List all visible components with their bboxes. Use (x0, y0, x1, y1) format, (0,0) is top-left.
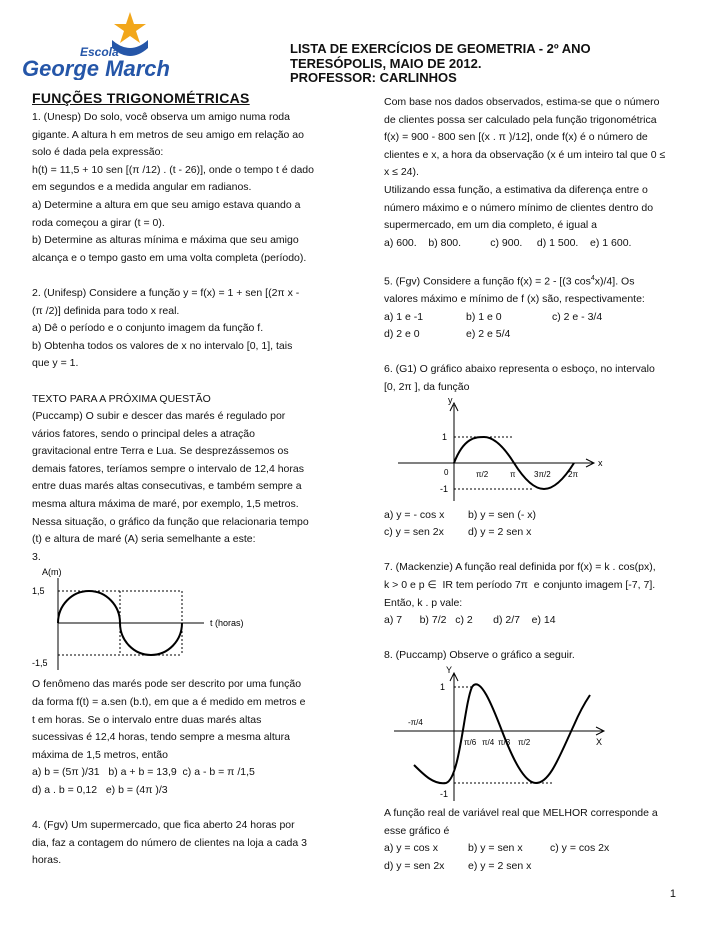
question-2: 2. (Unifesp) Considere a função y = f(x) = 1 + sen [(2π x - (π /2)] definida para todo x real. a) Dê o período e o conjunto imagem da função f. b) Obtenha todos os valores de x no intervalo [0, 1], tais que y = 1. (32, 286, 300, 370)
header-title: LISTA DE EXERCÍCIOS DE GEOMETRIA - 2º ANO (290, 41, 591, 56)
graph8-tick-1: 1 (440, 681, 446, 692)
tide-y-label: A(m) (42, 567, 62, 578)
page-number: 1 (669, 888, 676, 900)
graph8-curve (414, 681, 590, 783)
question-8: 8. (Puccamp) Observe o gráfico a seguir. Y X 1 -1 -π/4 π/6 π/4 π/3 π/2 A função real de variável real que MELHOR corresponde a esse gráfico é a) y = cos x b) y = sen x c) y = cos 2x d) y = sen 2x e) y = 2 sen x (384, 647, 706, 875)
question-1: 1. (Unesp) Do solo, você observa um amigo numa roda gigante. A altura h em metros de seu amigo em relação ao solo é dada pela expressão: h(t) = 11,5 + 10 sen [(π /12) . (t - 26)], onde o tempo t é dado em segundos e a medida angular em radianos. a) Determine a altura em que seu amigo estava quando a roda começou a girar (t = 0). b) Determine as alturas mínima e máxima que seu amigo alcança e o tempo gasto em uma volta completa (período). (32, 111, 314, 264)
graph6-zero: 0 (444, 467, 449, 477)
document-header (290, 42, 720, 86)
question-4-continued: Com base nos dados observados, estima-se que o número de clientes possa ser calculado pela função trigonométrica f(x) = 900 - 800 sen [(x . π )/12], onde f(x) é o número de clientes e x, a hora da observação (x é um inteiro tal que 0 ≤ x ≤ 24). Utilizando essa função, a estimativa da diferença entre o número máximo e o número mínimo de clientes dentro do supermercado, em um dia completo, é igual a a) 600. b) 800. c) 900. d) 1 500. e) 1 600. (384, 96, 666, 249)
header-city-date: TERESÓPOLIS, MAIO DE 2012. (290, 55, 482, 71)
cosine-graph (384, 665, 704, 805)
section-title: FUNÇÕES TRIGONOMÉTRICAS (32, 90, 250, 106)
tide-tick-top: 1,5 (32, 586, 45, 597)
graph6-tick-m1: -1 (440, 483, 449, 494)
graph8-xtick-5: π/2 (518, 737, 531, 747)
left-column (32, 109, 344, 870)
question-5: 5. (Fgv) Considere a função f(x) = 2 - [(3 $\cos^4x)/4$]. Os valores máximo e mínimo de f (x) são, respectivamente: a) 1 e -1 b) 1 e 0 c) 2 e - 3/4 d) 2 e 0 e) 2 e 5/4 (384, 274, 645, 341)
graph8-xtick-3: π/4 (482, 737, 495, 747)
logo-name: George March (22, 56, 170, 80)
graph8-x-label: X (596, 736, 603, 747)
graph6-x-label: x (598, 457, 603, 468)
school-logo (20, 10, 260, 80)
graph8-xtick-2: π/6 (464, 737, 477, 747)
question-6: 6. (G1) O gráfico abaixo representa o esboço, no intervalo [0, 2π ], da função y x 1 -1 0 π/2 π 3π/2 2π a) y = - cos x b) y = sen (- x) c) y = sen 2x d) y = 2 sen x (384, 361, 706, 541)
graph6-xtick-3: 3π/2 (534, 469, 551, 479)
tide-graph (32, 566, 332, 676)
sine-graph (384, 397, 704, 507)
graph6-xtick-4: 2π (568, 469, 578, 479)
right-column (384, 94, 706, 875)
graph8-tick-m1: -1 (440, 788, 449, 799)
question-3: TEXTO PARA A PRÓXIMA QUESTÃO (Puccamp) O subir e descer das marés é regulado por vários fatores, sendo o principal deles a atração gravitacional entre Terra e Lua. Se desprezássemos os demais fatores, teríamos sempre o intervalo de 12,4 horas entre duas marés altas consecutivas, e também sempre a mesma altura máxima de maré, por exemplo, 1,5 metros. Nessa situação, o gráfico da função que relacionaria tempo (t) e altura de maré (A) seria semelhante a este: 3. A(m) 1,5 -1,5 t (horas) O fenômeno das marés pode ser descrito por uma função da forma f(t) = a.sen (b.t), em que a é medido em metros e t em horas. Se o intervalo entre duas marés altas sucessivas é 12,4 horas, tendo sempre a mesma altura máxima de 1,5 metros, então a) b = (5π )/31 b) a + b = 13,9 c) a - b = π /1,5 d) a . b = 0,12 e) b = (4π )/3 (32, 391, 344, 800)
graph8-y-label: Y (446, 664, 453, 675)
tide-x-label: t (horas) (210, 618, 244, 629)
tide-tick-bottom: -1,5 (32, 658, 48, 669)
graph6-xtick-2: π (510, 469, 516, 479)
graph6-tick-1: 1 (442, 431, 448, 442)
header-teacher: PROFESSOR: CARLINHOS (290, 70, 457, 85)
graph8-xtick-4: π/3 (498, 737, 511, 747)
question-7: 7. (Mackenzie) A função real definida por f(x) = k . cos(px), k > 0 e p ∈ IR tem período 7π e conjunto imagem [-7, 7]. Então, k . p vale: a) 7 b) 7/2 c) 2 d) 2/7 e) 14 (384, 561, 656, 627)
question-4: 4. (Fgv) Um supermercado, que fica aberto 24 horas por dia, faz a contagem do número de clientes na loja a cada 3 horas. (32, 819, 307, 867)
graph8-xtick-1: -π/4 (408, 717, 423, 727)
graph6-y-label: y (448, 396, 453, 405)
logo-school-word: Escola (80, 45, 119, 59)
logo-emblem-icon (20, 10, 260, 80)
graph6-xtick-1: π/2 (476, 469, 489, 479)
